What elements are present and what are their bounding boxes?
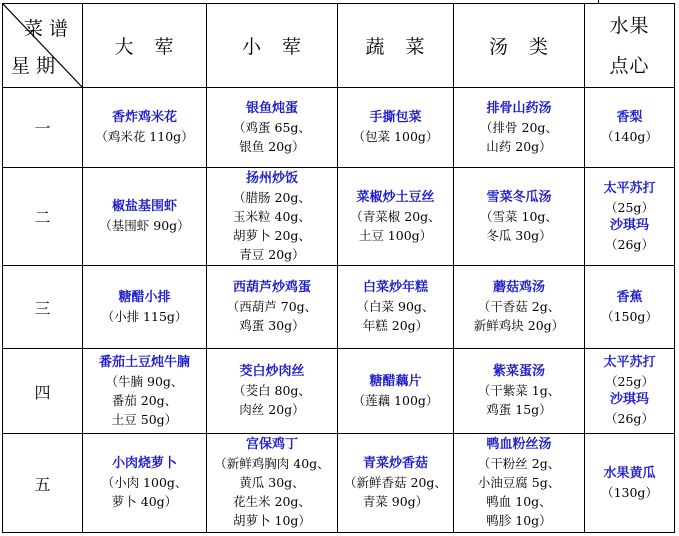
ingredient-line: 鸡蛋 15g） xyxy=(486,402,552,417)
ingredient-line: （茭白 80g、 xyxy=(233,383,311,398)
dish-name: 紫菜蛋汤 xyxy=(492,364,545,379)
main-meat-cell xyxy=(83,168,207,266)
vegetables-cell xyxy=(338,266,454,349)
side-meat-cell xyxy=(207,88,338,168)
header-fruit-line2: 点心 xyxy=(609,54,650,77)
dish-name: 手撕包菜 xyxy=(369,110,422,125)
ingredient-line: （26g） xyxy=(605,236,654,252)
ingredient-line: （26g） xyxy=(605,411,654,426)
soup-cell xyxy=(454,349,585,434)
dish-name: 太平苏打 xyxy=(603,180,656,196)
menu-row xyxy=(3,266,675,349)
soup-cell xyxy=(454,88,585,168)
ingredient-line: 番茄 20g、 xyxy=(111,392,178,408)
ingredient-line: （干粉丝 2g、 xyxy=(477,456,561,471)
ingredient-line: 肉丝 20g） xyxy=(239,402,305,417)
dish-name: 香炸鸡米花 xyxy=(111,110,177,125)
ingredient-line: 花生米 20g、 xyxy=(233,494,311,509)
side-meat-cell xyxy=(207,168,338,266)
dish-name: 沙琪玛 xyxy=(609,217,649,233)
ingredient-line: （鸡米花 110g） xyxy=(95,129,194,144)
menu-row xyxy=(3,168,675,266)
dish-name: 宫保鸡丁 xyxy=(245,437,298,452)
soup-cell xyxy=(454,168,585,266)
ingredient-line: 萝卜 40g） xyxy=(111,494,178,509)
weekday-cell: 五 xyxy=(3,434,83,533)
header-fruit-snack xyxy=(585,4,675,88)
header-vegetables: 蔬 菜 xyxy=(338,4,454,88)
dish-name: 太平苏打 xyxy=(603,355,656,370)
corner-header-cell xyxy=(3,4,83,88)
ingredient-line: 鸭血 10g、 xyxy=(486,494,552,509)
side-meat-cell xyxy=(207,434,338,533)
ingredient-line: 胡萝卜 20g、 xyxy=(233,227,311,243)
ingredient-line: 年糕 20g） xyxy=(362,318,429,333)
dish-name: 雪菜冬瓜汤 xyxy=(486,189,552,205)
fruit-snack-cell xyxy=(585,266,675,349)
dish-name: 水果黄瓜 xyxy=(603,465,656,481)
dish-name: 蘑菇鸡汤 xyxy=(492,280,545,295)
ingredient-line: （鸡蛋 65g、 xyxy=(233,119,311,135)
ingredient-line: 土豆 100g） xyxy=(358,227,433,243)
dish-name: 番茄土豆炖牛腩 xyxy=(98,354,190,370)
ingredient-line: （25g） xyxy=(605,199,654,215)
corner-label-menu: 菜谱 xyxy=(23,18,74,40)
ingredient-line: （130g） xyxy=(601,484,658,500)
ingredient-line: 土豆 50g） xyxy=(111,411,178,427)
main-meat-cell xyxy=(83,88,207,168)
soup-cell xyxy=(454,266,585,349)
main-meat-cell xyxy=(83,434,207,533)
vegetables-cell xyxy=(338,168,454,266)
main-meat-cell xyxy=(83,266,207,349)
ingredient-line: （牛腩 90g、 xyxy=(105,373,184,389)
soup-cell xyxy=(454,434,585,533)
vegetables-cell xyxy=(338,434,454,533)
header-main-meat: 大 荤 xyxy=(83,4,207,88)
dish-name: 菜椒炒土豆丝 xyxy=(356,189,435,205)
fruit-snack-cell xyxy=(585,88,675,168)
weekly-menu-table xyxy=(2,3,675,533)
main-meat-cell xyxy=(83,349,207,434)
ingredient-line: 鸭胗 10g） xyxy=(486,513,552,528)
dish-name: 扬州炒饭 xyxy=(245,170,298,186)
ingredient-line: 胡萝卜 10g） xyxy=(233,513,311,528)
ingredient-line: 冬瓜 30g） xyxy=(486,227,552,243)
ingredient-line: （干香菇 2g、 xyxy=(477,299,561,314)
ingredient-line: （小肉 100g、 xyxy=(101,475,188,490)
ingredient-line: （新鲜香菇 20g、 xyxy=(344,475,447,490)
header-row xyxy=(3,4,675,88)
ingredient-line: （25g） xyxy=(605,374,654,389)
dish-name: 糖醋藕片 xyxy=(369,373,422,389)
menu-row xyxy=(3,88,675,168)
ingredient-line: （干紫菜 1g、 xyxy=(477,383,561,398)
header-soup: 汤 类 xyxy=(454,4,585,88)
dish-name: 椒盐基围虾 xyxy=(111,199,177,214)
dish-name: 糖醋小排 xyxy=(118,289,171,305)
fruit-snack-cell xyxy=(585,434,675,533)
ingredient-line: （排骨 20g、 xyxy=(480,119,558,135)
ingredient-line: 山药 20g） xyxy=(486,138,552,154)
dish-name: 排骨山药汤 xyxy=(486,100,552,116)
fruit-snack-cell xyxy=(585,349,675,434)
dish-name: 小肉烧萝卜 xyxy=(111,456,177,471)
weekday-cell: 四 xyxy=(3,349,83,434)
dish-name: 西葫芦炒鸡蛋 xyxy=(232,280,311,295)
weekday-cell: 三 xyxy=(3,266,83,349)
dish-name: 青菜炒香菇 xyxy=(362,456,428,471)
ingredient-line: 鸡蛋 30g） xyxy=(239,318,305,333)
dish-name: 白菜炒年糕 xyxy=(362,280,428,295)
ingredient-line: （包菜 100g） xyxy=(352,129,439,144)
ingredient-line: （莲藕 100g） xyxy=(352,392,439,408)
vegetables-cell xyxy=(338,349,454,434)
header-side-meat: 小 荤 xyxy=(207,4,338,88)
vegetables-cell xyxy=(338,88,454,168)
weekday-cell: 一 xyxy=(3,88,83,168)
ingredient-line: （小排 115g） xyxy=(101,308,188,324)
weekday-cell: 二 xyxy=(3,168,83,266)
ingredient-line: （腊肠 20g、 xyxy=(233,189,311,205)
dish-name: 沙琪玛 xyxy=(609,392,649,407)
ingredient-line: （140g） xyxy=(601,129,658,144)
dish-name: 茭白炒肉丝 xyxy=(239,364,305,379)
ingredient-line: （雪菜 10g、 xyxy=(480,208,558,224)
ingredient-line: （白菜 90g、 xyxy=(356,299,435,314)
side-meat-cell xyxy=(207,349,338,434)
ingredient-line: 黄瓜 30g、 xyxy=(239,475,305,490)
dish-name: 香梨 xyxy=(616,110,643,125)
side-meat-cell xyxy=(207,266,338,349)
menu-row xyxy=(3,349,675,434)
ingredient-line: （西葫芦 70g、 xyxy=(226,299,318,314)
ingredient-line: 青豆 20g） xyxy=(239,246,305,262)
menu-row xyxy=(3,434,675,533)
ingredient-line: （青菜椒 20g、 xyxy=(350,208,441,224)
ingredient-line: 新鲜鸡块 20g） xyxy=(473,318,565,333)
header-fruit-line1: 水果 xyxy=(609,14,650,37)
dish-name: 鸭血粉丝汤 xyxy=(486,437,552,452)
ingredient-line: 青菜 90g） xyxy=(362,494,429,509)
fruit-snack-cell xyxy=(585,168,675,266)
ingredient-line: 银鱼 20g） xyxy=(239,138,305,154)
ingredient-line: （基围虾 90g） xyxy=(99,218,190,233)
ingredient-line: 玉米粒 40g、 xyxy=(233,208,311,224)
corner-label-weekday: 星期 xyxy=(11,55,62,77)
ingredient-line: （新鲜鸡胸肉 40g、 xyxy=(214,456,330,471)
dish-name: 银鱼炖蛋 xyxy=(245,100,298,116)
ingredient-line: 小油豆腐 5g、 xyxy=(477,475,561,490)
ingredient-line: （150g） xyxy=(601,308,658,324)
dish-name: 香蕉 xyxy=(616,289,643,305)
